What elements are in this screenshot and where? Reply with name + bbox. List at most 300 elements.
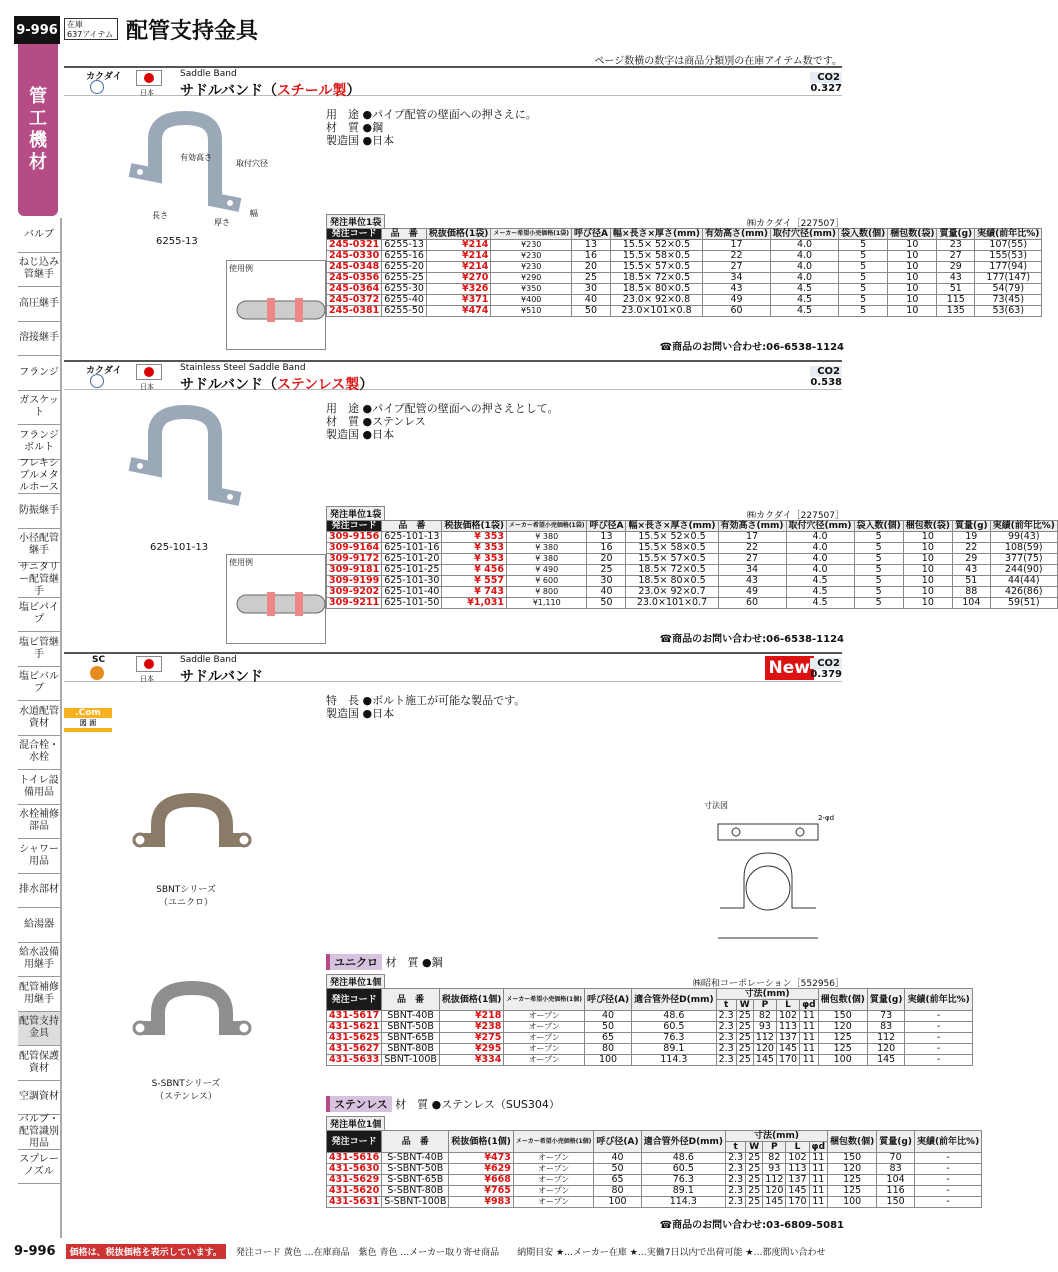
table-cell: 29 [952,554,990,565]
table-cell: ¥230 [491,240,572,251]
table-cell: 11 [809,1197,827,1208]
sidebar-item[interactable]: 配管支持金具 [18,1012,60,1047]
table-cell: ¥ 743 [442,587,507,598]
table-cell: ¥629 [449,1164,514,1175]
table-cell: 2.3 [716,1011,736,1022]
new-badge: New [765,656,814,680]
table-cell: SBNT-100B [382,1055,440,1066]
image-caption: SBNTシリーズ（ユニクロ） [156,885,216,908]
table-cell: ¥ 456 [442,565,507,576]
table-cell: ¥295 [439,1044,504,1055]
sidebar-item[interactable]: 防振継手 [18,494,60,529]
image-caption: 625-101-13 [150,542,209,553]
table-cell: ¥326 [426,284,491,295]
order-code[interactable]: 309-9202 [327,587,382,598]
table-cell: ¥1,031 [442,598,507,609]
table-cell: 4.0 [786,565,854,576]
table-cell: 104 [952,598,990,609]
order-code[interactable]: 309-9211 [327,598,382,609]
table-row [327,240,1042,251]
co2-badge: CO2 0.538 [810,366,842,388]
table-cell: 145 [763,1197,786,1208]
table-cell: 2.3 [726,1153,746,1164]
table-cell: SBNT-40B [382,1011,440,1022]
sidebar-item[interactable]: バルブ [18,218,60,253]
table-cell: - [914,1197,981,1208]
stock-count-box: 在庫 637アイテム [64,18,118,40]
table-cell: 120 [763,1186,786,1197]
table-cell: - [914,1153,981,1164]
table-cell: オープン [504,1055,585,1066]
spec-block: 用 途 ●パイプ配管の壁面への押さえに。 材 質 ●鋼 製造国 ●日本 [326,108,537,147]
table-cell: オープン [513,1153,594,1164]
table-cell: 4.5 [771,284,839,295]
order-code[interactable]: 309-9199 [327,576,382,587]
order-code[interactable]: 245-0321 [327,240,382,251]
table-cell: 6255-50 [382,306,427,317]
table-cell: 13 [587,532,626,543]
table-cell: 11 [809,1153,827,1164]
sidebar-item[interactable]: スプレーノズル [18,1150,60,1185]
table-cell: 112 [753,1033,776,1044]
sidebar-item[interactable]: 溶接継手 [18,322,60,357]
table-cell: ¥214 [426,240,491,251]
table-cell: 107(55) [975,240,1042,251]
table-row [327,1044,973,1055]
section-steel-header: カクダイ 日本 Saddle Band サドルバンド（スチール製） CO2 0.327 [64,66,842,96]
table-cell: 99(43) [990,532,1057,543]
table-cell: オープン [513,1186,594,1197]
table-cell: 40 [584,1011,631,1022]
table-cell: 4.5 [771,306,839,317]
order-code[interactable]: 245-0330 [327,251,382,262]
table-row [327,284,1042,295]
table-cell: ¥290 [491,273,572,284]
contact-info: ☎商品のお問い合わせ:06-6538-1124 [659,342,844,353]
table-cell: 2.3 [716,1033,736,1044]
table-cell: ¥230 [491,262,572,273]
spec-block: 用 途 ●パイプ配管の壁面への押さえとして。 材 質 ●ステンレス 製造国 ●日本 [326,402,559,441]
table-cell: ¥218 [439,1011,504,1022]
table-cell: 4.5 [786,587,854,598]
usage-example-image: 使用例 [226,554,326,644]
order-code[interactable]: 245-0381 [327,306,382,317]
table-cell: 50 [584,1022,631,1033]
table-cell: 22 [703,251,771,262]
table-cell: 22 [952,543,990,554]
sidebar-item[interactable]: 塩ビパイプ [18,598,60,633]
table-cell: 5 [838,306,887,317]
table-cell: 11 [809,1164,827,1175]
table-cell: ¥ 800 [506,587,587,598]
table-cell: 102 [786,1153,809,1164]
sidebar-category: 管 工 機 材 [18,44,58,216]
sidebar-item[interactable]: 給湯器 [18,908,60,943]
table-cell: 43 [703,284,771,295]
table-cell: 18.5× 72×0.5 [626,565,718,576]
product-table-s-sbnt: 発注コード 品 番 税抜価格(1個) メーカー希望小売価格(1個) 呼び径(A) 適合管外径D(mm) 寸法(mm) 梱包数(個) 質量(g) 実績(前年比%) t W P L φd 431-5616 S-SBNT-40B ¥473 オープン 40 48.6 2.3 25 82 102 11 150 70 - 431-5630 S-SBNT-50B ¥629 オープン 50 60.5 2.3 25 93 113 11 120 83 - 431-5629 S-SBNT-65B ¥668 オープン 65 76.3 2.3 25 112 137 11 125 104 - 431-5620 S-SBNT-80B ¥765 オープン 80 89.1 2.3 25 120 145 11 125 116 - 431-5631 S-SBNT-100B ¥983 オープン 100 114.3 2.3 25 145 170 11 100 150 - [326,1130,982,1208]
sidebar-item[interactable]: フランジボルト [18,425,60,460]
table-cell: 25 [736,1055,753,1066]
table-cell: 4.0 [771,240,839,251]
table-cell: 4.0 [771,273,839,284]
sidebar-item[interactable]: 配管補修用継手 [18,977,60,1012]
table-cell: 625-101-20 [382,554,442,565]
sidebar-item[interactable]: 塩ビバルブ [18,667,60,702]
table-cell: 145 [753,1055,776,1066]
table-cell: ¥275 [439,1033,504,1044]
table-cell: - [914,1164,981,1175]
order-code[interactable]: 245-0348 [327,262,382,273]
table-cell: ¥214 [426,251,491,262]
subsection-unichrome: ユニクロ 材 質 ●鋼 [326,954,443,970]
table-cell: 25 [736,1011,753,1022]
table-row [327,306,1042,317]
table-cell: 150 [877,1197,915,1208]
table-cell: 5 [838,262,887,273]
table-cell: 4.0 [786,554,854,565]
sidebar-item[interactable]: トイレ設備用品 [18,770,60,805]
table-cell: 125 [818,1044,867,1055]
table-cell: 23 [937,240,975,251]
table-cell: 93 [753,1022,776,1033]
order-code[interactable]: 431-5627 [327,1044,382,1055]
table-cell: 25 [746,1186,763,1197]
saddle-band-steel-image [110,110,290,250]
table-row [327,1022,973,1033]
table-cell: 10 [903,532,952,543]
table-cell: 83 [867,1022,905,1033]
table-cell: ¥983 [449,1197,514,1208]
svg-text:2-φd: 2-φd [818,814,835,822]
table-cell: 125 [818,1033,867,1044]
table-cell: 5 [838,273,887,284]
order-code[interactable]: 431-5629 [327,1175,382,1186]
table-cell: 65 [594,1175,641,1186]
table-cell: 114.3 [641,1197,725,1208]
table-cell: 5 [838,284,887,295]
table-cell: 27 [718,554,786,565]
table-cell: 625-101-40 [382,587,442,598]
table-cell: 49 [703,295,771,306]
table-cell: 34 [703,273,771,284]
table-row [327,532,1058,543]
table-cell: 10 [903,598,952,609]
table-cell: 10 [903,565,952,576]
order-code[interactable]: 431-5620 [327,1186,382,1197]
table-cell: 113 [776,1022,799,1033]
table-cell: 25 [571,273,610,284]
table-cell: 2.3 [726,1164,746,1175]
table-cell: 53(63) [975,306,1042,317]
table-cell: ¥474 [426,306,491,317]
table-cell: 5 [854,598,903,609]
table-cell: ¥ 557 [442,576,507,587]
sidebar-item[interactable]: 排水部材 [18,874,60,909]
table-cell: オープン [504,1033,585,1044]
table-cell: 25 [746,1197,763,1208]
table-cell: 25 [746,1175,763,1186]
table-cell: 60 [718,598,786,609]
table-cell: 100 [594,1197,641,1208]
order-code[interactable]: 245-0364 [327,284,382,295]
table-cell: ¥350 [491,284,572,295]
table-cell: 25 [587,565,626,576]
saddle-band-stainless-image [110,404,290,524]
order-code[interactable]: 309-9172 [327,554,382,565]
table-cell: 83 [877,1164,915,1175]
table-cell: 108(59) [990,543,1057,554]
product-title: サドルバンド（ステンレス製） [180,377,374,393]
table-cell: 10 [903,543,952,554]
table-cell: - [905,1033,972,1044]
table-cell: 115 [937,295,975,306]
table-cell: 60 [703,306,771,317]
sidebar-item[interactable]: 小径配管継手 [18,529,60,564]
section-sc-header: SC 日本 Saddle Band サドルバンド New CO2 0.379 [64,652,842,682]
table-cell: 4.0 [786,543,854,554]
table-cell: 18.5× 72×0.5 [610,273,702,284]
sidebar-item[interactable]: シャワー用品 [18,839,60,874]
table-cell: 15.5× 57×0.5 [626,554,718,565]
table-cell: 625-101-50 [382,598,442,609]
table-cell: 10 [888,251,937,262]
table-cell: 625-101-30 [382,576,442,587]
table-cell: 48.6 [641,1153,725,1164]
table-cell: 89.1 [632,1044,716,1055]
order-unit: 発注単位1袋 [326,214,385,229]
table-row [327,1164,982,1175]
table-cell: 377(75) [990,554,1057,565]
table-cell: - [914,1175,981,1186]
table-cell: 40 [587,587,626,598]
order-code[interactable]: 245-0356 [327,273,382,284]
co2-badge: CO2 0.379 [810,658,842,680]
table-cell: 11 [800,1022,818,1033]
table-cell: ¥214 [426,262,491,273]
svg-text:長さ: 長さ [152,211,168,220]
sidebar-item[interactable]: バルブ・配管識別用品 [19,1113,59,1149]
table-cell: 10 [903,587,952,598]
table-cell: 34 [718,565,786,576]
section-stainless-header: カクダイ 日本 Stainless Steel Saddle Band サドルバンド（ステンレス製） CO2 0.538 [64,360,842,390]
sidebar-divider [60,218,62,1238]
sidebar-item[interactable]: 空調資材 [18,1081,60,1116]
table-cell: 6255-20 [382,262,427,273]
stock-note: ページ数横の数字は商品分類別の在庫アイテム数です。 [594,56,842,67]
table-cell: 17 [718,532,786,543]
table-cell: 89.1 [641,1186,725,1197]
order-code[interactable]: 431-5630 [327,1164,382,1175]
price-note: 価格は、税抜価格を表示しています。 [66,1244,226,1259]
table-cell: 120 [867,1044,905,1055]
table-cell: S-SBNT-40B [382,1153,449,1164]
table-cell: オープン [504,1011,585,1022]
table-cell: 10 [903,576,952,587]
table-cell: 40 [594,1153,641,1164]
sidebar-item[interactable]: 水道配管資材 [18,701,60,736]
table-cell: 5 [854,576,903,587]
table-cell: 59(51) [990,598,1057,609]
subsection-stainless: ステンレス 材 質 ●ステンレス（SUS304） [326,1096,560,1112]
table-cell: 2.3 [726,1197,746,1208]
table-row [327,262,1042,273]
table-cell: 4.5 [786,598,854,609]
table-row [327,273,1042,284]
table-cell: 27 [937,251,975,262]
table-cell: 15.5× 57×0.5 [610,262,702,273]
table-cell: 51 [937,284,975,295]
table-cell: 76.3 [632,1033,716,1044]
table-cell: 244(90) [990,565,1057,576]
order-code[interactable]: 431-5633 [327,1055,382,1066]
order-code[interactable]: 431-5625 [327,1033,382,1044]
table-cell: 5 [854,543,903,554]
table-cell: 5 [838,251,887,262]
sidebar-item[interactable]: 配管保護資材 [18,1046,60,1081]
table-cell: 11 [809,1186,827,1197]
table-cell: 120 [818,1022,867,1033]
table-cell: 10 [888,306,937,317]
table-row [327,251,1042,262]
table-cell: 50 [571,306,610,317]
page-title: 配管支持金具 [126,19,259,44]
table-cell: 10 [888,273,937,284]
table-cell: 65 [584,1033,631,1044]
table-cell: 137 [786,1175,809,1186]
table-cell: 27 [703,262,771,273]
dotcom-badge[interactable]: .Com 図 面 [64,708,112,732]
table-cell: ¥ 353 [442,532,507,543]
table-cell: ¥ 490 [506,565,587,576]
table-cell: SBNT-80B [382,1044,440,1055]
table-cell: 125 [828,1186,877,1197]
table-cell: 100 [828,1197,877,1208]
table-cell: 18.5× 80×0.5 [610,284,702,295]
order-code[interactable]: 431-5617 [327,1011,382,1022]
table-cell: 6255-16 [382,251,427,262]
sidebar-item[interactable]: サニタリー配管継手 [19,561,59,597]
table-cell: 625-101-13 [382,532,442,543]
order-unit: 発注単位1袋 [326,506,385,521]
table-cell: 100 [818,1055,867,1066]
supplier-credit: ㈱昭和コーポレーション［552956］ [693,979,844,989]
footer-page-number: 9-996 [14,1243,56,1259]
japan-flag-icon [136,656,162,672]
table-cell: 112 [867,1033,905,1044]
table-cell: 25 [746,1164,763,1175]
order-code[interactable]: 309-9164 [327,543,382,554]
sidebar-item[interactable]: フランジ [18,356,60,391]
table-cell: 19 [952,532,990,543]
order-code[interactable]: 431-5616 [327,1153,382,1164]
order-code[interactable]: 431-5621 [327,1022,382,1033]
contact-info: ☎商品のお問い合わせ:06-6538-1124 [659,634,844,645]
table-cell: 10 [888,284,937,295]
table-cell: SBNT-50B [382,1022,440,1033]
sidebar-item[interactable]: 塩ビ管継手 [18,632,60,667]
table-cell: 426(86) [990,587,1057,598]
table-cell: 43 [952,565,990,576]
supplier-credit: ㈱カクダイ［227507］ [747,219,844,229]
table-cell: 10 [903,554,952,565]
image-caption: S-SBNTシリーズ（ステンレス） [151,1079,221,1102]
order-code[interactable]: 431-5631 [327,1197,382,1208]
table-cell: 25 [736,1033,753,1044]
sidebar-item[interactable]: 高圧継手 [18,287,60,322]
table-cell: 23.0×101×0.8 [610,306,702,317]
table-cell: - [905,1055,972,1066]
table-cell: 4.5 [786,576,854,587]
svg-text:厚さ: 厚さ [214,218,230,227]
table-cell: 15.5× 58×0.5 [626,543,718,554]
table-cell: ¥ 353 [442,554,507,565]
sidebar-item[interactable]: フレキシブルメタルホース [19,458,59,494]
table-cell: ¥238 [439,1022,504,1033]
maker-logo-icon [90,374,104,388]
table-cell: 5 [854,532,903,543]
sc-logo-icon [90,666,104,680]
sidebar-item[interactable]: 給水設備用継手 [18,943,60,978]
table-cell: 5 [854,554,903,565]
table-cell: 5 [838,295,887,306]
table-cell: ¥765 [449,1186,514,1197]
sidebar-item[interactable]: 水栓補修部品 [18,805,60,840]
table-cell: ¥270 [426,273,491,284]
order-unit: 発注単位1個 [326,974,385,989]
sidebar-item[interactable]: ねじ込み管継手 [18,253,60,288]
sbnt-unichrome-image [120,790,260,880]
table-cell: 80 [594,1186,641,1197]
table-cell: 2.3 [726,1175,746,1186]
table-row [327,587,1058,598]
product-title: サドルバンド（スチール製） [180,83,361,99]
table-cell: 100 [584,1055,631,1066]
table-cell: S-SBNT-80B [382,1186,449,1197]
table-cell: 102 [776,1011,799,1022]
japan-flag-icon [136,364,162,380]
table-cell: 114.3 [632,1055,716,1066]
table-cell: 5 [838,240,887,251]
table-cell: 137 [776,1033,799,1044]
table-cell: オープン [504,1022,585,1033]
product-table-sbnt: 発注コード 品 番 税抜価格(1個) メーカー希望小売価格(1個) 呼び径(A) 適合管外径D(mm) 寸法(mm) 梱包数(個) 質量(g) 実績(前年比%) t W P L φd 431-5617 SBNT-40B ¥218 オープン 40 48.6 2.3 25 82 102 11 150 73 - 431-5621 SBNT-50B ¥238 オープン 50 60.5 2.3 25 93 113 11 120 83 - 431-5625 SBNT-65B ¥275 オープン 65 76.3 2.3 25 112 137 11 125 112 - 431-5627 SBNT-80B ¥295 オープン 80 89.1 2.3 25 120 145 11 125 120 - 431-5633 SBNT-100B ¥334 オープン 100 114.3 2.3 25 145 170 11 100 145 - [326,988,973,1066]
order-code[interactable]: 309-9181 [327,565,382,576]
table-cell: 25 [746,1153,763,1164]
table-cell: S-SBNT-50B [382,1164,449,1175]
table-cell: 44(44) [990,576,1057,587]
sidebar-item[interactable]: 混合栓・水栓 [18,736,60,771]
table-cell: 23.0×101×0.7 [626,598,718,609]
table-cell: 150 [818,1011,867,1022]
table-cell: 50 [594,1164,641,1175]
order-code[interactable]: 309-9156 [327,532,382,543]
table-cell: ¥ 380 [506,543,587,554]
table-cell: 25 [736,1022,753,1033]
svg-text:幅: 幅 [250,209,258,218]
table-cell: 23.0× 92×0.8 [610,295,702,306]
table-cell: 6255-25 [382,273,427,284]
table-cell: ¥230 [491,251,572,262]
order-code[interactable]: 245-0372 [327,295,382,306]
table-cell: 2.3 [726,1186,746,1197]
sidebar-item[interactable]: ガスケット [18,391,60,426]
table-cell: 145 [786,1186,809,1197]
table-cell: 10 [888,295,937,306]
table-cell: 60.5 [632,1022,716,1033]
table-cell: ¥400 [491,295,572,306]
table-cell: 15.5× 52×0.5 [626,532,718,543]
